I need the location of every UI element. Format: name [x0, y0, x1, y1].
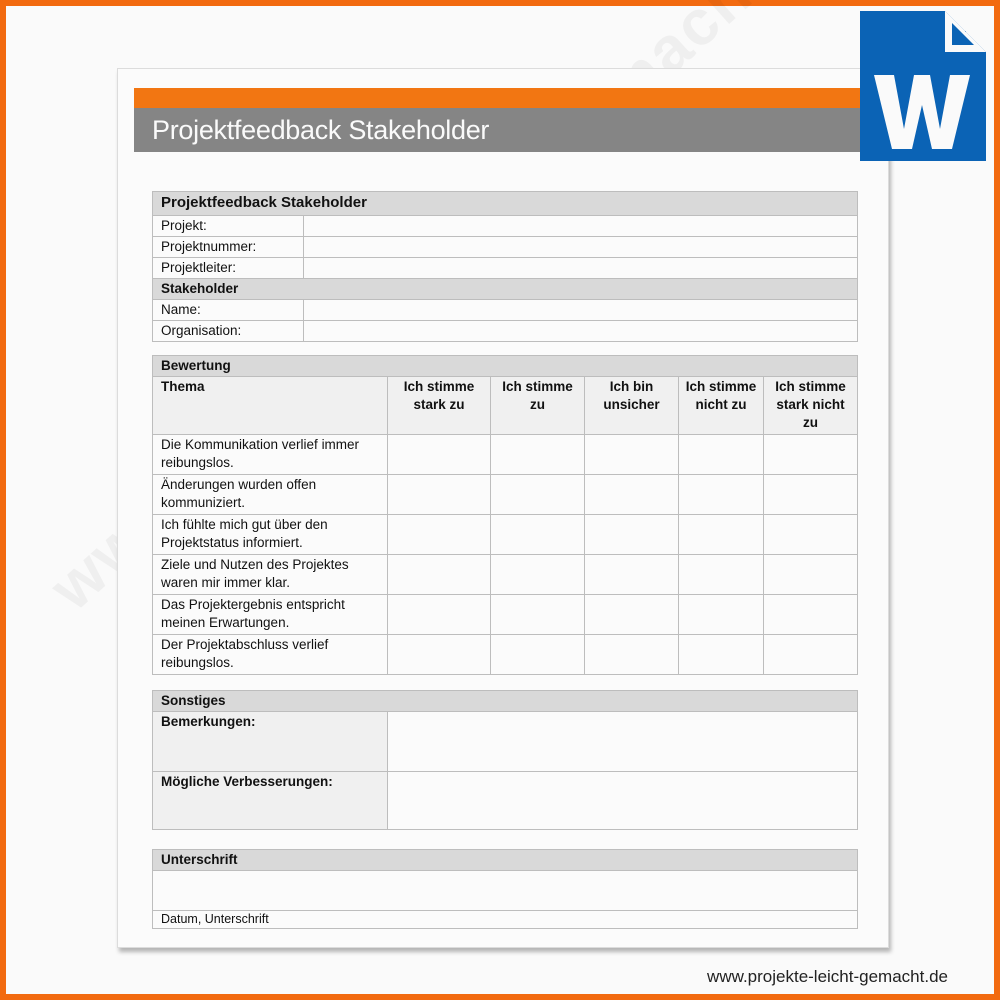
column-header-stark-nicht-zu: Ich stimme stark nicht zu: [764, 377, 858, 435]
rating-cell[interactable]: [764, 475, 858, 515]
rating-cell[interactable]: [585, 635, 679, 675]
footer-url: www.projekte-leicht-gemacht.de: [707, 967, 948, 986]
rating-cell[interactable]: [679, 595, 764, 635]
rating-cell[interactable]: [491, 475, 585, 515]
rating-cell[interactable]: [388, 555, 491, 595]
rating-cell[interactable]: [491, 515, 585, 555]
misc-table: [152, 690, 858, 830]
rating-cell[interactable]: [388, 475, 491, 515]
rating-cell[interactable]: [764, 595, 858, 635]
projekt-input[interactable]: [304, 216, 858, 237]
rating-cell[interactable]: [585, 595, 679, 635]
banner-title: Projektfeedback Stakeholder: [152, 115, 490, 145]
rating-cell[interactable]: [764, 515, 858, 555]
rating-cell[interactable]: [679, 435, 764, 475]
rating-cell[interactable]: [585, 435, 679, 475]
rating-question: Ich fühlte mich gut über den Projektstatus informiert.: [153, 515, 388, 555]
misc-title: Sonstiges: [153, 691, 858, 712]
rating-table: [152, 355, 858, 675]
rating-cell[interactable]: [764, 435, 858, 475]
rating-cell[interactable]: [585, 475, 679, 515]
field-row-projektnummer: [153, 237, 858, 258]
rating-cell[interactable]: [764, 555, 858, 595]
signature-table: [152, 849, 858, 929]
project-info-title: Projektfeedback Stakeholder: [153, 192, 858, 216]
organisation-input[interactable]: [304, 321, 858, 342]
name-input[interactable]: [304, 300, 858, 321]
rating-header-row: [153, 377, 858, 435]
field-label: Projektnummer:: [153, 237, 304, 258]
table-row: [153, 515, 858, 555]
stakeholder-title: Stakeholder: [153, 279, 858, 300]
field-label: Name:: [153, 300, 304, 321]
misc-row-verbesserungen: [153, 772, 858, 830]
column-header-thema: Thema: [153, 377, 388, 435]
rating-cell[interactable]: [585, 555, 679, 595]
table-row: [153, 475, 858, 515]
field-row-projektleiter: [153, 258, 858, 279]
rating-cell[interactable]: [585, 515, 679, 555]
rating-cell[interactable]: [491, 635, 585, 675]
field-label: Organisation:: [153, 321, 304, 342]
rating-cell[interactable]: [679, 515, 764, 555]
rating-cell[interactable]: [491, 555, 585, 595]
column-header-zu: Ich stimme zu: [491, 377, 585, 435]
field-row-projekt: [153, 216, 858, 237]
signature-title: Unterschrift: [153, 850, 858, 871]
bemerkungen-label: Bemerkungen:: [153, 712, 388, 772]
bemerkungen-input[interactable]: [388, 712, 858, 772]
field-row-name: [153, 300, 858, 321]
signature-caption: Datum, Unterschrift: [153, 911, 858, 929]
table-row: [153, 435, 858, 475]
misc-row-bemerkungen: [153, 712, 858, 772]
rating-cell[interactable]: [764, 635, 858, 675]
rating-cell[interactable]: [388, 435, 491, 475]
rating-question: Ziele und Nutzen des Projektes waren mir immer klar.: [153, 555, 388, 595]
rating-title: Bewertung: [153, 356, 858, 377]
field-row-organisation: [153, 321, 858, 342]
projektleiter-input[interactable]: [304, 258, 858, 279]
rating-question: Die Kommunikation verlief immer reibungslos.: [153, 435, 388, 475]
rating-cell[interactable]: [388, 515, 491, 555]
rating-cell[interactable]: [388, 595, 491, 635]
project-info-table: [152, 191, 858, 342]
table-row: [153, 555, 858, 595]
table-row: [153, 595, 858, 635]
verbesserungen-input[interactable]: [388, 772, 858, 830]
column-header-unsicher: Ich bin unsicher: [585, 377, 679, 435]
column-header-stark-zu: Ich stimme stark zu: [388, 377, 491, 435]
field-label: Projektleiter:: [153, 258, 304, 279]
verbesserungen-label: Mögliche Verbesserungen:: [153, 772, 388, 830]
rating-cell[interactable]: [491, 595, 585, 635]
rating-cell[interactable]: [491, 435, 585, 475]
rating-question: Der Projektabschluss verlief reibungslos.: [153, 635, 388, 675]
projektnummer-input[interactable]: [304, 237, 858, 258]
rating-cell[interactable]: [679, 555, 764, 595]
orange-accent-bar: [134, 88, 874, 108]
word-document-icon: [860, 11, 986, 161]
table-row: [153, 635, 858, 675]
rating-cell[interactable]: [679, 475, 764, 515]
column-header-nicht-zu: Ich stimme nicht zu: [679, 377, 764, 435]
rating-question: Änderungen wurden offen kommuniziert.: [153, 475, 388, 515]
signature-field[interactable]: [153, 871, 858, 911]
banner: [134, 108, 874, 152]
field-label: Projekt:: [153, 216, 304, 237]
rating-cell[interactable]: [388, 635, 491, 675]
rating-cell[interactable]: [679, 635, 764, 675]
rating-question: Das Projektergebnis entspricht meinen Erwartungen.: [153, 595, 388, 635]
